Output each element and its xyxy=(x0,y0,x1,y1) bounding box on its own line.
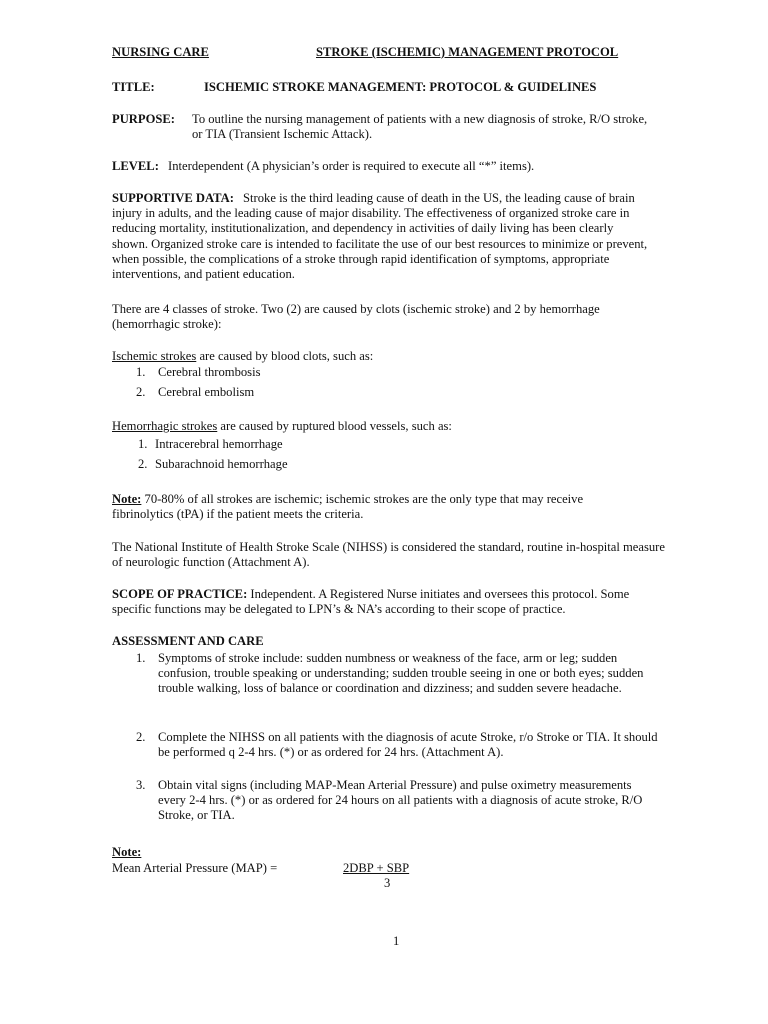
formula-numerator: 2DBP + SBP xyxy=(343,861,410,875)
formula-denominator: 3 xyxy=(384,876,391,890)
purpose-text: To outline the nursing management of patients with a new diagnosis of stroke, R/O stroke, or TIA (Transient Ischemic Attack). xyxy=(192,112,648,142)
list-number: 2. xyxy=(138,456,148,471)
header-right: STROKE (ISCHEMIC) MANAGEMENT PROTOCOL xyxy=(316,45,619,59)
hemorrhagic-rest: are caused by ruptured blood vessels, such as: xyxy=(217,419,452,433)
assessment-heading: ASSESSMENT AND CARE xyxy=(112,634,264,648)
level-text: Interdependent (A physician’s order is required to execute all “*” items). xyxy=(168,159,535,173)
purpose-label: PURPOSE: xyxy=(112,112,175,126)
page-number: 1 xyxy=(393,934,400,948)
list-text: Cerebral thrombosis xyxy=(158,365,261,379)
level-paragraph xyxy=(112,159,682,174)
title-label: TITLE: xyxy=(112,80,155,94)
hemorrhagic-lead: Hemorrhagic strokes xyxy=(112,419,218,433)
scope-text: Independent. A Registered Nurse initiates and oversees this protocol. Some specific functions may be delegated to LPN’s & NA’s according to their scope of practice. xyxy=(112,587,630,617)
level-label: LEVEL: xyxy=(112,159,159,173)
scope-paragraph xyxy=(112,587,652,617)
hemorrhagic-intro xyxy=(112,419,682,434)
supportive-data-paragraph xyxy=(112,191,652,282)
list-text: Subarachnoid hemorrhage xyxy=(155,456,288,471)
list-number: 2. xyxy=(136,730,146,744)
list-number: 1. xyxy=(136,651,146,665)
list-item xyxy=(136,778,660,824)
formula-note-label: Note: xyxy=(112,845,142,859)
note-label: Note: xyxy=(112,492,142,506)
list-text: Obtain vital signs (including MAP-Mean Arterial Pressure) and pulse oximetry measurements every 2-4 hrs. (*) or as ordered for 24 hours on all patients with a diagnosis of acute stroke, R/O Stroke, or TIA. xyxy=(158,778,643,823)
list-text: Cerebral embolism xyxy=(158,384,255,399)
list-number: 1. xyxy=(136,365,146,379)
list-item xyxy=(136,730,660,778)
list-number: 2. xyxy=(136,384,146,399)
map-label: Mean Arterial Pressure (MAP) = xyxy=(112,861,278,875)
supportive-data-text: Stroke is the third leading cause of death in the US, the leading cause of brain injury in adults, and the leading cause of major disability. The effectiveness of organized stroke care in reducing mortality, institutionalization, and dependency in activities of daily living has been clearly shown. Organized stroke care is intended to facilitate the use of our best resources to minimize or prevent, when possible, the complications of a stroke through rapid identification of symptoms, appropriate interventions, and patient education. xyxy=(112,191,648,282)
list-text: Complete the NIHSS on all patients with the diagnosis of acute Stroke, r/o Stroke or TIA. It should be performed q 2-4 hrs. (*) or as ordered for 24 hrs. (Attachment A). xyxy=(158,730,658,760)
note-paragraph xyxy=(112,492,642,522)
assessment-list xyxy=(136,651,660,824)
scope-label: SCOPE OF PRACTICE: xyxy=(112,587,248,601)
stroke-classes-paragraph: There are 4 classes of stroke. Two (2) are caused by clots (ischemic stroke) and 2 by hemorrhage (hemorrhagic stroke): xyxy=(112,302,600,332)
ischemic-lead: Ischemic strokes xyxy=(112,349,197,363)
list-number: 3. xyxy=(136,778,146,792)
list-text: Symptoms of stroke include: sudden numbness or weakness of the face, arm or leg; sudden confusion, trouble speaking or understanding; sudden trouble seeing in one or both eyes; sudden trouble walking, loss of balance or coordination and dizziness; and sudden severe headache. xyxy=(158,651,644,696)
note-text: 70-80% of all strokes are ischemic; ischemic strokes are the only type that may receive fibrinolytics (tPA) if the patient meets the criteria. xyxy=(112,492,584,522)
header-left: NURSING CARE xyxy=(112,45,209,59)
ischemic-rest: are caused by blood clots, such as: xyxy=(196,349,374,363)
list-number: 1. xyxy=(138,437,148,451)
ischemic-intro xyxy=(112,349,682,364)
supportive-data-label: SUPPORTIVE DATA: xyxy=(112,191,234,205)
document-title: ISCHEMIC STROKE MANAGEMENT: PROTOCOL & GUIDELINES xyxy=(204,80,597,94)
list-item xyxy=(136,651,660,730)
nihss-paragraph: The National Institute of Health Stroke Scale (NIHSS) is considered the standard, routine in-hospital measure of neurologic function (Attachment A). xyxy=(112,540,665,570)
list-text: Intracerebral hemorrhage xyxy=(155,437,283,451)
